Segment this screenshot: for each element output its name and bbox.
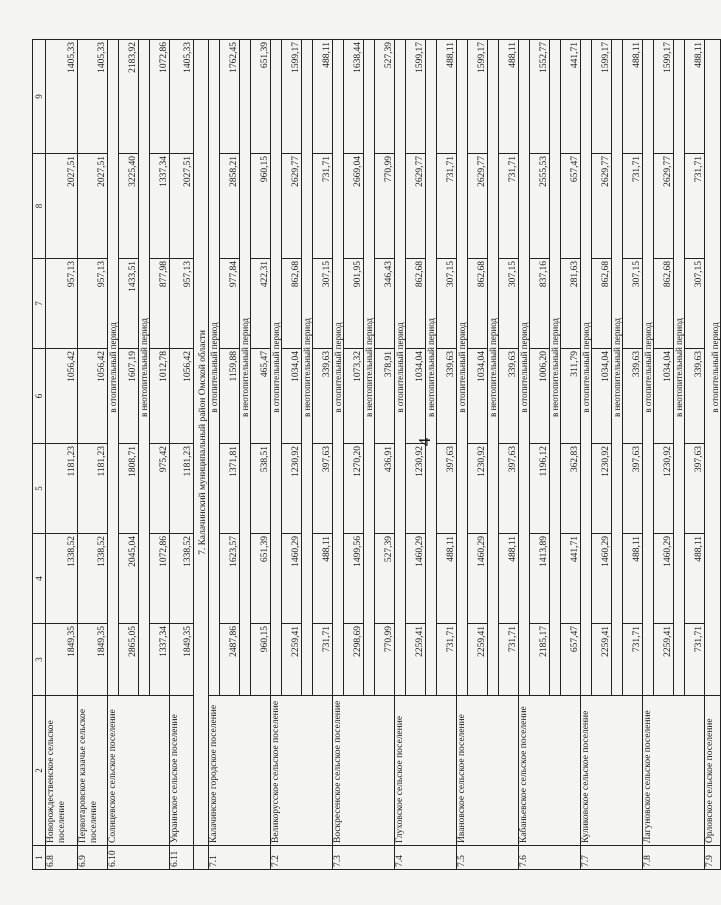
tariff-value: 657,47 — [561, 154, 581, 259]
row-index: 6.9 — [78, 846, 108, 870]
tariff-value: 977,84 — [220, 259, 240, 349]
tariff-value: 731,71 — [623, 624, 643, 696]
table-row-group — [519, 40, 581, 870]
settlement-name: Калачинское городское поселение — [209, 696, 271, 846]
table-row-group — [46, 40, 78, 870]
section-title-index — [194, 846, 209, 870]
tariff-value: 1230,92 — [654, 444, 674, 534]
tariff-value: 1460,29 — [592, 534, 612, 624]
period-label-nonheating: в неотопительный период — [488, 40, 499, 696]
column-header: 7 — [33, 259, 46, 349]
tariff-value: 1072,86 — [150, 40, 170, 154]
tariff-value: 362,83 — [561, 444, 581, 534]
table-row — [705, 40, 721, 870]
tariff-value: 731,71 — [499, 624, 519, 696]
tariff-value: 960,15 — [251, 154, 271, 259]
tariff-value: 2629,77 — [592, 154, 612, 259]
tariff-value: 837,16 — [530, 259, 550, 349]
row-index: 7.8 — [643, 846, 705, 870]
table-row-group — [333, 40, 395, 870]
period-label-heating: в отопительный период — [705, 40, 721, 696]
tariff-value: 1849,35 — [46, 624, 78, 696]
tariff-value: 1607,19 — [119, 349, 139, 444]
tariff-value: 1056,42 — [170, 349, 194, 444]
tariff-value: 527,39 — [375, 40, 395, 154]
row-index: 7.1 — [209, 846, 271, 870]
table-row-group — [581, 40, 643, 870]
tariff-value: 1623,57 — [220, 534, 240, 624]
row-index: 7.3 — [333, 846, 395, 870]
tariff-value: 1034,04 — [282, 349, 302, 444]
tariff-value: 1405,33 — [170, 40, 194, 154]
tariff-value: 731,71 — [623, 154, 643, 259]
table-row-group — [78, 40, 108, 870]
period-label-row — [395, 40, 406, 870]
settlement-name: Кабаньевское сельское поселение — [519, 696, 581, 846]
tariff-value: 3225,40 — [119, 154, 139, 259]
tariff-value: 2865,05 — [119, 624, 139, 696]
tariff-value: 1056,42 — [78, 349, 108, 444]
page-number: 4 — [415, 437, 434, 447]
tariff-value: 1196,12 — [530, 444, 550, 534]
tariff-value: 307,15 — [685, 259, 705, 349]
tariff-value: 1599,17 — [468, 40, 488, 154]
tariff-value: 1337,34 — [150, 154, 170, 259]
period-label-row — [209, 40, 220, 870]
tariff-value: 731,71 — [437, 624, 457, 696]
row-index: 6.11 — [170, 846, 194, 870]
column-header: 8 — [33, 154, 46, 259]
tariff-value: 2259,41 — [468, 624, 488, 696]
tariff-value: 397,63 — [623, 444, 643, 534]
period-label-row — [271, 40, 282, 870]
row-index: 7.9 — [705, 846, 721, 870]
period-label-nonheating: в неотопительный период — [364, 40, 375, 696]
tariff-value: 1849,35 — [78, 624, 108, 696]
tariff-value: 862,68 — [468, 259, 488, 349]
period-label-nonheating: в неотопительный период — [674, 40, 685, 696]
tariff-value: 1371,81 — [220, 444, 240, 534]
tariff-value: 2629,77 — [654, 154, 674, 259]
period-label-nonheating: в неотопительный период — [240, 40, 251, 696]
table-row-group — [395, 40, 457, 870]
row-index: 7.2 — [271, 846, 333, 870]
tariff-value: 397,63 — [685, 444, 705, 534]
tariff-value: 2259,41 — [654, 624, 674, 696]
tariff-value: 731,71 — [685, 624, 705, 696]
table-row-group — [108, 40, 170, 870]
period-label-row — [333, 40, 344, 870]
tariff-value: 2259,41 — [282, 624, 302, 696]
tariff-value: 422,31 — [251, 259, 271, 349]
period-label-row — [108, 40, 119, 870]
table-row — [78, 40, 108, 870]
tariff-value: 2629,77 — [282, 154, 302, 259]
tariff-value: 488,11 — [313, 534, 333, 624]
tariff-value: 960,15 — [251, 624, 271, 696]
tariff-value: 731,71 — [499, 154, 519, 259]
column-number-row — [33, 40, 46, 870]
section-title-row — [194, 40, 209, 870]
tariff-value: 311,79 — [561, 349, 581, 444]
tariff-value: 1034,04 — [406, 349, 426, 444]
column-header: 6 — [33, 349, 46, 444]
tariff-value: 488,11 — [313, 40, 333, 154]
settlement-name: Великорусское сельское поселение — [271, 696, 333, 846]
tariff-value: 731,71 — [685, 154, 705, 259]
tariff-value: 1499,56 — [344, 534, 364, 624]
tariff-value: 862,68 — [654, 259, 674, 349]
tariff-value: 1073,32 — [344, 349, 364, 444]
period-label-heating: в отопительный период — [457, 40, 468, 696]
tariff-value: 307,15 — [437, 259, 457, 349]
tariff-value: 1159,88 — [220, 349, 240, 444]
tariff-value: 1552,77 — [530, 40, 550, 154]
tariff-value: 2629,77 — [406, 154, 426, 259]
column-header: 5 — [33, 444, 46, 534]
period-label-row — [581, 40, 592, 870]
tariff-value: 378,91 — [375, 349, 395, 444]
tariff-value: 307,15 — [499, 259, 519, 349]
period-label-row — [519, 40, 530, 870]
tariff-value: 2259,41 — [406, 624, 426, 696]
section-title: 7. Калачинский муниципальный район Омской области — [194, 40, 209, 846]
row-index: 6.10 — [108, 846, 170, 870]
tariff-value: 488,11 — [685, 534, 705, 624]
tariff-value: 1034,04 — [468, 349, 488, 444]
tariff-value: 731,71 — [437, 154, 457, 259]
tariff-value: 2027,51 — [78, 154, 108, 259]
tariff-value: 488,11 — [437, 40, 457, 154]
tariff-value: 1599,17 — [592, 40, 612, 154]
tariff-value: 1338,52 — [46, 534, 78, 624]
period-label-heating: в отопительный период — [333, 40, 344, 696]
table-row-group — [643, 40, 705, 870]
table-row-group — [271, 40, 333, 870]
tariff-value: 1034,04 — [654, 349, 674, 444]
tariff-value: 281,63 — [561, 259, 581, 349]
tariff-value: 488,11 — [499, 534, 519, 624]
tariff-value: 957,13 — [170, 259, 194, 349]
settlement-name: Первотаровское казачье сельское поселение — [78, 696, 108, 846]
period-label-nonheating: в неотопительный период — [139, 40, 150, 696]
tariff-value: 1338,52 — [170, 534, 194, 624]
tariff-value: 346,43 — [375, 259, 395, 349]
period-label-heating: в отопительный период — [209, 40, 220, 696]
tariff-value: 731,71 — [313, 624, 333, 696]
tariff-value: 1433,51 — [119, 259, 139, 349]
rotated-table-container — [32, 40, 720, 870]
table-row-group — [170, 40, 194, 870]
tariff-value: 2027,51 — [170, 154, 194, 259]
tariff-value: 397,63 — [499, 444, 519, 534]
column-header: 1 — [33, 846, 46, 870]
tariff-value: 1337,34 — [150, 624, 170, 696]
tariff-value: 2259,41 — [592, 624, 612, 696]
tariff-value: 2487,86 — [220, 624, 240, 696]
tariff-value: 2183,92 — [119, 40, 139, 154]
tariff-value: 2298,69 — [344, 624, 364, 696]
table-row-group — [705, 40, 721, 870]
period-label-heating: в отопительный период — [643, 40, 654, 696]
tariff-value: 2555,53 — [530, 154, 550, 259]
tariff-value: 1460,29 — [282, 534, 302, 624]
tariff-value: 1460,29 — [468, 534, 488, 624]
tariff-value: 1181,23 — [78, 444, 108, 534]
row-index: 7.5 — [457, 846, 519, 870]
tariff-value: 1270,20 — [344, 444, 364, 534]
column-header: 3 — [33, 624, 46, 696]
column-header: 2 — [33, 696, 46, 846]
tariff-value: 441,71 — [561, 40, 581, 154]
tariff-value: 975,42 — [150, 444, 170, 534]
tariff-value: 731,71 — [313, 154, 333, 259]
period-label-heating: в отопительный период — [271, 40, 282, 696]
tariff-value: 1413,89 — [530, 534, 550, 624]
tariff-value: 2027,51 — [46, 154, 78, 259]
period-label-row — [643, 40, 654, 870]
tariff-value: 397,63 — [313, 444, 333, 534]
period-label-nonheating: в неотопительный период — [302, 40, 313, 696]
tariff-value: 2669,04 — [344, 154, 364, 259]
period-label-heating: в отопительный период — [581, 40, 592, 696]
tariff-value: 1599,17 — [654, 40, 674, 154]
row-index: 6.8 — [46, 846, 78, 870]
tariff-value: 862,68 — [592, 259, 612, 349]
tariff-value: 1405,33 — [78, 40, 108, 154]
tariff-value: 1181,23 — [46, 444, 78, 534]
tariff-value: 1460,29 — [406, 534, 426, 624]
tariff-value: 339,63 — [313, 349, 333, 444]
tariff-value: 1638,44 — [344, 40, 364, 154]
tariff-value: 2858,21 — [220, 154, 240, 259]
tariff-value: 1181,23 — [170, 444, 194, 534]
period-label-nonheating: в неотопительный период — [550, 40, 561, 696]
tariff-value: 877,98 — [150, 259, 170, 349]
tariff-value: 1034,04 — [592, 349, 612, 444]
tariff-value: 307,15 — [313, 259, 333, 349]
settlement-name: Куликовское сельское поселение — [581, 696, 643, 846]
column-header: 9 — [33, 40, 46, 154]
period-label-nonheating: в неотопительный период — [426, 40, 437, 696]
tariff-value: 441,71 — [561, 534, 581, 624]
period-label-heating: в отопительный период — [108, 40, 119, 696]
tariff-table — [32, 39, 721, 870]
period-label-heating: в отопительный период — [519, 40, 530, 696]
tariff-value: 1072,86 — [150, 534, 170, 624]
settlement-name: Воскресенское сельское поселение — [333, 696, 395, 846]
table-row-group — [457, 40, 519, 870]
tariff-value: 957,13 — [46, 259, 78, 349]
period-label-row — [457, 40, 468, 870]
tariff-value: 339,63 — [499, 349, 519, 444]
tariff-value: 339,63 — [685, 349, 705, 444]
tariff-value: 339,63 — [437, 349, 457, 444]
tariff-value: 657,47 — [561, 624, 581, 696]
settlement-name: Ивановское сельское поселение — [457, 696, 519, 846]
tariff-value: 770,99 — [375, 154, 395, 259]
tariff-value: 2629,77 — [468, 154, 488, 259]
period-label-heating: в отопительный период — [395, 40, 406, 696]
tariff-value: 339,63 — [623, 349, 643, 444]
table-row — [170, 40, 194, 870]
tariff-value: 1808,71 — [119, 444, 139, 534]
tariff-value: 1762,45 — [220, 40, 240, 154]
tariff-value: 1230,92 — [592, 444, 612, 534]
tariff-value: 538,51 — [251, 444, 271, 534]
tariff-value: 307,15 — [623, 259, 643, 349]
tariff-value: 770,99 — [375, 624, 395, 696]
row-index: 7.4 — [395, 846, 457, 870]
tariff-value: 465,47 — [251, 349, 271, 444]
tariff-value: 436,91 — [375, 444, 395, 534]
tariff-value: 1405,33 — [46, 40, 78, 154]
tariff-value: 1599,17 — [282, 40, 302, 154]
tariff-value: 1599,17 — [406, 40, 426, 154]
tariff-value: 488,11 — [623, 534, 643, 624]
tariff-value: 488,11 — [437, 534, 457, 624]
tariff-value: 397,63 — [437, 444, 457, 534]
settlement-name: Лагуновское сельское поселение — [643, 696, 705, 846]
table-row-group — [209, 40, 271, 870]
row-index: 7.7 — [581, 846, 643, 870]
settlement-name: Глуховское сельское поселение — [395, 696, 457, 846]
tariff-value: 1056,42 — [46, 349, 78, 444]
tariff-value: 957,13 — [78, 259, 108, 349]
column-header: 4 — [33, 534, 46, 624]
tariff-value: 488,11 — [685, 40, 705, 154]
tariff-value: 1460,29 — [654, 534, 674, 624]
tariff-value: 527,39 — [375, 534, 395, 624]
tariff-value: 1012,78 — [150, 349, 170, 444]
tariff-value: 488,11 — [499, 40, 519, 154]
period-label-nonheating: в неотопительный период — [612, 40, 623, 696]
tariff-value: 2185,17 — [530, 624, 550, 696]
tariff-value: 1338,52 — [78, 534, 108, 624]
table-row — [46, 40, 78, 870]
settlement-name: Новорождественское сельское поселение — [46, 696, 78, 846]
tariff-value: 901,95 — [344, 259, 364, 349]
row-index: 7.6 — [519, 846, 581, 870]
tariff-value: 1230,92 — [468, 444, 488, 534]
tariff-value: 651,39 — [251, 40, 271, 154]
tariff-value: 651,39 — [251, 534, 271, 624]
settlement-name: Солнцевское сельское поселение — [108, 696, 170, 846]
settlement-name: Украинское сельское поселение — [170, 696, 194, 846]
tariff-value: 2045,04 — [119, 534, 139, 624]
tariff-value: 862,68 — [282, 259, 302, 349]
tariff-value: 1230,92 — [406, 444, 426, 534]
tariff-value: 1006,20 — [530, 349, 550, 444]
settlement-name: Орловское сельское поселение — [705, 696, 721, 846]
tariff-value: 862,68 — [406, 259, 426, 349]
tariff-value: 1849,35 — [170, 624, 194, 696]
tariff-value: 1230,92 — [282, 444, 302, 534]
tariff-value: 488,11 — [623, 40, 643, 154]
